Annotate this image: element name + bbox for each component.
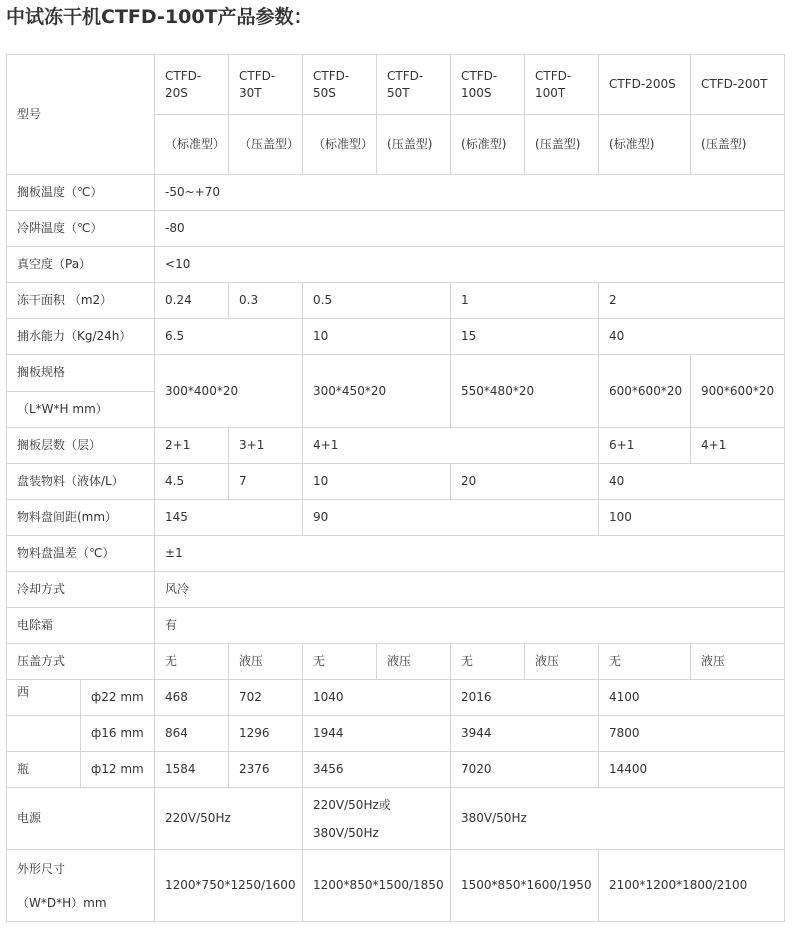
value-cell: 4+1	[303, 428, 599, 464]
value-cell: 液压	[229, 644, 303, 680]
value-cell: 1500*850*1600/1950	[451, 850, 599, 922]
row-label: 搁板温度（℃）	[7, 175, 155, 211]
value-cell: 600*600*20	[599, 355, 691, 428]
page-title: 中试冻干机CTFD-100T产品参数：	[6, 6, 313, 28]
value-cell: 6+1	[599, 428, 691, 464]
value-cell: -50~+70	[155, 175, 785, 211]
row-label: 捕水能力（Kg/24h）	[7, 319, 155, 355]
model-cell: CTFD- 100S	[451, 55, 525, 115]
value-cell: 1584	[155, 752, 229, 788]
row-label-vial-char	[7, 716, 81, 752]
value-cell: 4100	[599, 680, 785, 716]
model-cell: CTFD- 20S	[155, 55, 229, 115]
spec-table	[6, 54, 785, 922]
table-row	[7, 608, 785, 644]
value-cell: 10	[303, 319, 451, 355]
value-cell: 300*450*20	[303, 355, 451, 428]
value-cell: 0.5	[303, 283, 451, 319]
value-cell: 2100*1200*1800/2100	[599, 850, 785, 922]
row-label-dimensions: 外形尺寸 （W*D*H）mm	[7, 850, 155, 922]
value-cell: 有	[155, 608, 785, 644]
model-type-cell: (标准型)	[599, 115, 691, 175]
model-type-cell: (标准型)	[451, 115, 525, 175]
vial-size-label: ф16 mm	[81, 716, 155, 752]
table-row	[7, 283, 785, 319]
value-cell: 无	[155, 644, 229, 680]
row-label: 搁板层数（层）	[7, 428, 155, 464]
value-cell: 702	[229, 680, 303, 716]
value-cell: 1	[451, 283, 599, 319]
value-cell: 90	[303, 500, 599, 536]
table-row	[7, 211, 785, 247]
row-label: 物料盘温差（℃）	[7, 536, 155, 572]
value-cell: 1200*850*1500/1850	[303, 850, 451, 922]
value-cell: 15	[451, 319, 599, 355]
value-cell: 40	[599, 319, 785, 355]
value-cell: 550*480*20	[451, 355, 599, 428]
table-row	[7, 428, 785, 464]
row-label-vial-char: 西	[7, 680, 81, 716]
value-cell: 3456	[303, 752, 451, 788]
value-cell: 3+1	[229, 428, 303, 464]
value-cell: ±1	[155, 536, 785, 572]
table-row	[7, 644, 785, 680]
value-cell: 2016	[451, 680, 599, 716]
value-cell: 1040	[303, 680, 451, 716]
table-row	[7, 572, 785, 608]
value-cell: 1200*750*1250/1600	[155, 850, 303, 922]
value-cell: 220V/50Hz	[155, 788, 303, 850]
value-cell: 无	[451, 644, 525, 680]
model-cell: CTFD- 30T	[229, 55, 303, 115]
model-cell: CTFD- 50T	[377, 55, 451, 115]
row-label: 压盖方式	[7, 644, 155, 680]
row-label: 搁板规格	[17, 365, 66, 380]
table-row	[7, 788, 785, 850]
row-label: 电源	[7, 788, 155, 850]
table-row	[7, 55, 785, 115]
value-cell: 145	[155, 500, 303, 536]
value-cell: 无	[303, 644, 377, 680]
value-cell: 3944	[451, 716, 599, 752]
model-type-cell: (压盖型)	[691, 115, 785, 175]
row-label: 盘装物料（液体/L）	[7, 464, 155, 500]
value-cell: 4.5	[155, 464, 229, 500]
value-cell: 100	[599, 500, 785, 536]
table-row	[7, 175, 785, 211]
row-label: 冷阱温度（℃）	[7, 211, 155, 247]
table-row	[7, 716, 785, 752]
row-label: 冻干面积 （m2）	[7, 283, 155, 319]
table-row	[7, 752, 785, 788]
row-label-model: 型号	[7, 55, 155, 175]
value-cell: 0.3	[229, 283, 303, 319]
row-label-vial-char: 瓶	[7, 752, 81, 788]
value-cell: <10	[155, 247, 785, 283]
model-cell: CTFD-200S	[599, 55, 691, 115]
value-cell: 无	[599, 644, 691, 680]
value-cell: 300*400*20	[155, 355, 303, 428]
value-cell: 2+1	[155, 428, 229, 464]
row-label: 物料盘间距(mm）	[7, 500, 155, 536]
value-cell: 0.24	[155, 283, 229, 319]
table-row	[7, 319, 785, 355]
value-cell: 液压	[691, 644, 785, 680]
model-type-cell: （标准型）	[155, 115, 229, 175]
table-row	[7, 355, 785, 428]
row-label: （L*W*H mm）	[7, 391, 154, 428]
value-cell: 风冷	[155, 572, 785, 608]
value-cell: 液压	[377, 644, 451, 680]
vial-size-label: ф12 mm	[81, 752, 155, 788]
table-row	[7, 500, 785, 536]
value-cell: 864	[155, 716, 229, 752]
value-cell: 20	[451, 464, 599, 500]
table-row	[7, 536, 785, 572]
value-cell: 40	[599, 464, 785, 500]
model-type-cell: (压盖型)	[377, 115, 451, 175]
value-cell: -80	[155, 211, 785, 247]
value-cell: 7	[229, 464, 303, 500]
value-cell: 14400	[599, 752, 785, 788]
model-type-cell: （标准型）	[303, 115, 377, 175]
row-label-shelf-size	[7, 355, 155, 428]
table-row	[7, 464, 785, 500]
value-cell: 1944	[303, 716, 451, 752]
value-cell: 7020	[451, 752, 599, 788]
table-row	[7, 247, 785, 283]
value-cell: 2	[599, 283, 785, 319]
value-cell: 液压	[525, 644, 599, 680]
value-cell: 2376	[229, 752, 303, 788]
model-type-cell: (压盖型)	[525, 115, 599, 175]
value-cell: 6.5	[155, 319, 303, 355]
value-cell: 220V/50Hz或 380V/50Hz	[303, 788, 451, 850]
value-cell: 10	[303, 464, 451, 500]
model-cell: CTFD-200T	[691, 55, 785, 115]
model-type-cell: （压盖型）	[229, 115, 303, 175]
table-row	[7, 850, 785, 922]
row-label: 冷却方式	[7, 572, 155, 608]
value-cell: 4+1	[691, 428, 785, 464]
value-cell: 468	[155, 680, 229, 716]
value-cell: 900*600*20	[691, 355, 785, 428]
value-cell: 380V/50Hz	[451, 788, 785, 850]
row-label: 真空度（Pa）	[7, 247, 155, 283]
vial-size-label: ф22 mm	[81, 680, 155, 716]
row-label: 电除霜	[7, 608, 155, 644]
value-cell: 1296	[229, 716, 303, 752]
model-cell: CTFD- 100T	[525, 55, 599, 115]
table-row	[7, 680, 785, 716]
value-cell: 7800	[599, 716, 785, 752]
model-cell: CTFD- 50S	[303, 55, 377, 115]
